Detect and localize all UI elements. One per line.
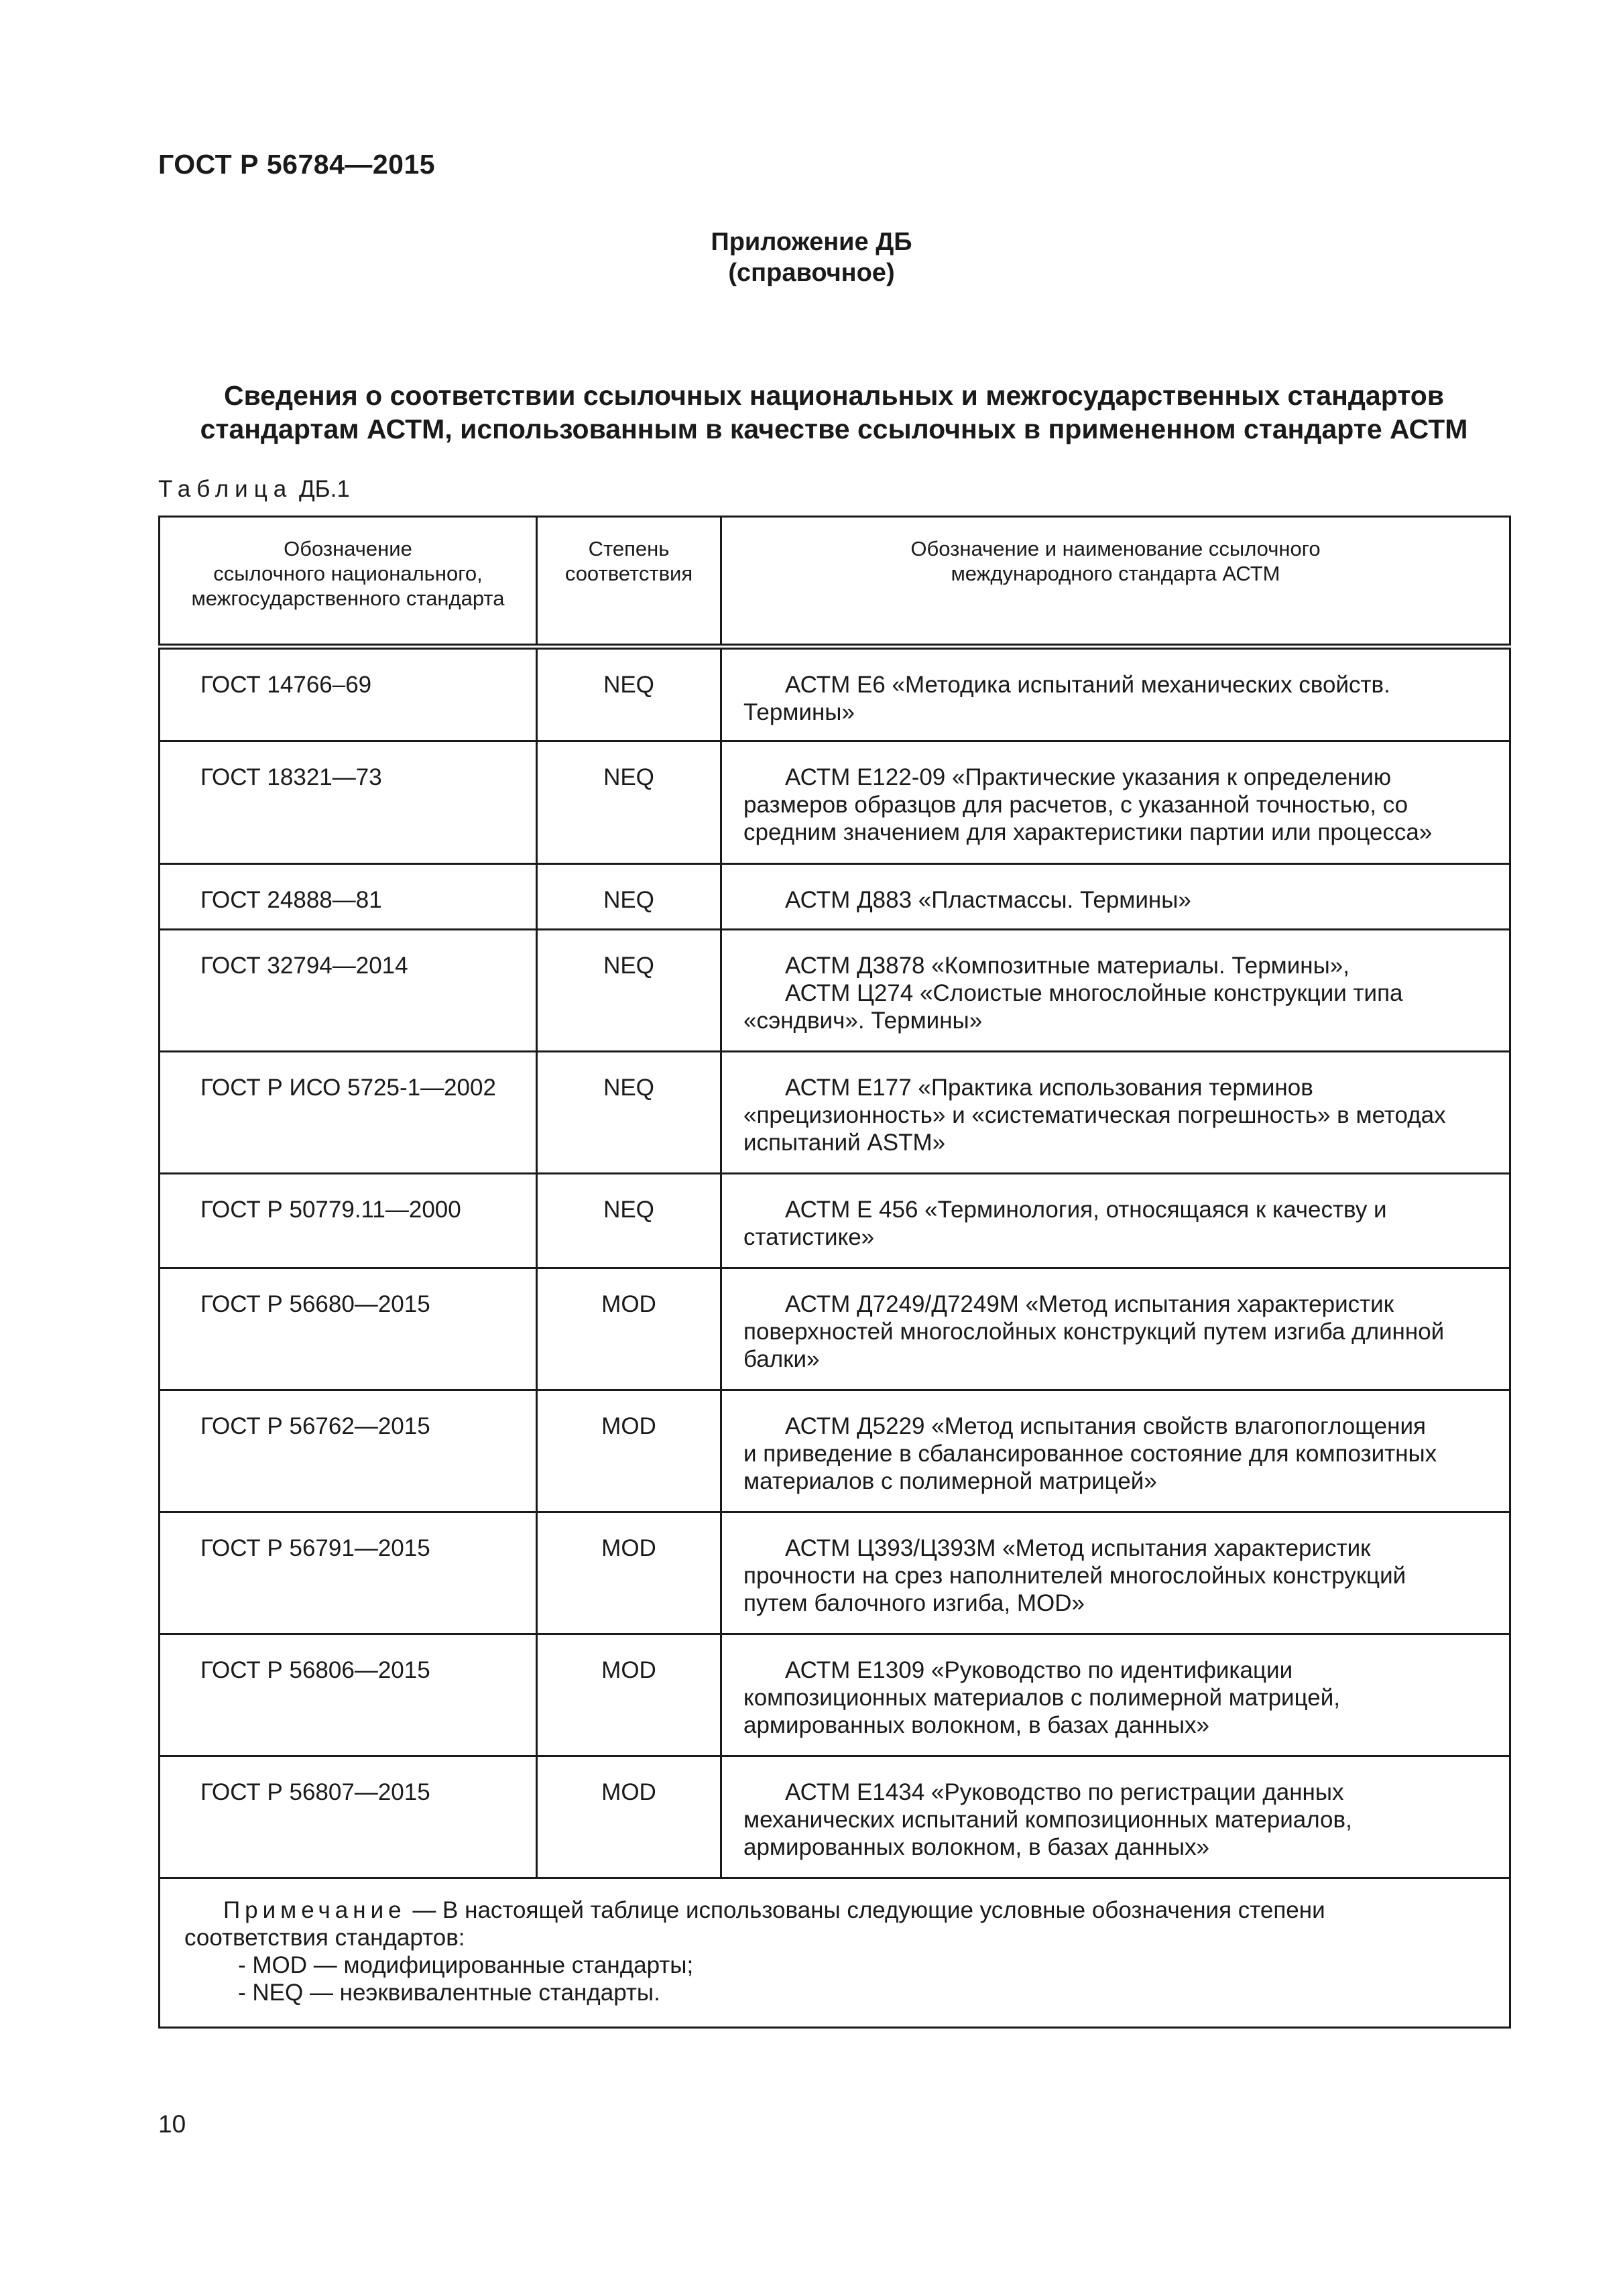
degree-cell: NEQ (537, 930, 721, 1052)
degree-cell: MOD (537, 1390, 721, 1512)
note-label: Примечание (223, 1897, 406, 1923)
table-caption (158, 476, 350, 503)
page-number: 10 (158, 2110, 186, 2138)
table-caption-number: ДБ.1 (298, 476, 350, 502)
degree-cell: NEQ (537, 1052, 721, 1174)
astm-cell: АСТМ Е1309 «Руководство по идентификации композиционных материалов с полимерной матрицей, армированных волокном, в базах данных» (721, 1634, 1510, 1756)
header-national-standard: Обозначение ссылочного национального, межгосударственного стандарта (160, 517, 537, 647)
document-title-line-2: стандартам АСТМ, использованным в качестве ссылочных в примененном стандарте АСТМ (200, 414, 1468, 444)
degree-cell: MOD (537, 1512, 721, 1634)
gost-cell: ГОСТ Р 56791—2015 (160, 1512, 537, 1634)
table-row (160, 1634, 1510, 1756)
header-international-standard: Обозначение и наименование ссылочного международного стандарта АСТМ (721, 517, 1510, 647)
document-title (158, 379, 1510, 446)
table-note (160, 1878, 1510, 2028)
table-row (160, 1512, 1510, 1634)
gost-cell: ГОСТ Р 56762—2015 (160, 1390, 537, 1512)
degree-cell: MOD (537, 1268, 721, 1390)
astm-cell: АСТМ Е6 «Методика испытаний механических свойств. Термины» (721, 647, 1510, 741)
gost-cell: ГОСТ Р ИСО 5725-1—2002 (160, 1052, 537, 1174)
table-row (160, 930, 1510, 1052)
gost-cell: ГОСТ Р 50779.11—2000 (160, 1174, 537, 1268)
astm-cell: АСТМ Д3878 «Композитные материалы. Термины», АСТМ Ц274 «Слоистые многослойные конструкции типа «сэндвич». Термины» (721, 930, 1510, 1052)
gost-cell: ГОСТ 14766–69 (160, 647, 537, 741)
appendix-kind: (справочное) (728, 259, 895, 287)
table-row (160, 1052, 1510, 1174)
note-item-neq: - NEQ — неэквивалентные стандарты. (238, 1980, 660, 2006)
standard-designation: ГОСТ Р 56784—2015 (158, 149, 436, 180)
degree-cell: NEQ (537, 1174, 721, 1268)
table-note-row (160, 1878, 1510, 2028)
degree-cell: NEQ (537, 864, 721, 930)
degree-cell: MOD (537, 1634, 721, 1756)
degree-cell: MOD (537, 1756, 721, 1878)
gost-cell: ГОСТ Р 56806—2015 (160, 1634, 537, 1756)
gost-cell: ГОСТ 32794—2014 (160, 930, 537, 1052)
note-text-1: — В настоящей таблице использованы следующие условные обозначения степени (406, 1897, 1325, 1923)
table-header-row (160, 517, 1510, 647)
appendix-title: Приложение ДБ (711, 228, 912, 256)
degree-cell: NEQ (537, 741, 721, 864)
header-degree: Степень соответствия (537, 517, 721, 647)
astm-cell: АСТМ Е 456 «Терминология, относящаяся к качеству и статистике» (721, 1174, 1510, 1268)
note-text-2: соответствия стандартов: (184, 1925, 465, 1951)
astm-cell: АСТМ Е1434 «Руководство по регистрации данных механических испытаний композиционных материалов, армированных волокном, в базах данных» (721, 1756, 1510, 1878)
note-item-mod: - MOD — модифицированные стандарты; (238, 1952, 694, 1978)
table-caption-word: Таблица (158, 476, 293, 502)
gost-cell: ГОСТ Р 56807—2015 (160, 1756, 537, 1878)
table-row (160, 647, 1510, 741)
table-row (160, 1390, 1510, 1512)
appendix-heading (0, 227, 1623, 288)
table-row (160, 1268, 1510, 1390)
table-row (160, 864, 1510, 930)
astm-cell: АСТМ Е177 «Практика использования терминов «прецизионность» и «систематическая погрешность» в методах испытаний ASTM» (721, 1052, 1510, 1174)
astm-cell: АСТМ Ц393/Ц393М «Метод испытания характеристик прочности на срез наполнителей многослойных конструкций путем балочного изгиба, MOD» (721, 1512, 1510, 1634)
degree-cell: NEQ (537, 647, 721, 741)
table-row (160, 741, 1510, 864)
astm-cell: АСТМ Д5229 «Метод испытания свойств влагопоглощения и приведение в сбалансированное состояние для композитных материалов с полимерной матрицей» (721, 1390, 1510, 1512)
astm-cell: АСТМ Д7249/Д7249М «Метод испытания характеристик поверхностей многослойных конструкций путем изгиба длинной балки» (721, 1268, 1510, 1390)
gost-cell: ГОСТ 24888—81 (160, 864, 537, 930)
astm-cell: АСТМ Е122-09 «Практические указания к определению размеров образцов для расчетов, с указанной точностью, со средним значением для характеристики партии или процесса» (721, 741, 1510, 864)
table-row (160, 1174, 1510, 1268)
gost-cell: ГОСТ 18321—73 (160, 741, 537, 864)
correspondence-table (158, 516, 1511, 2029)
document-title-line-1: Сведения о соответствии ссылочных национальных и межгосударственных стандартов (223, 380, 1445, 411)
astm-cell: АСТМ Д883 «Пластмассы. Термины» (721, 864, 1510, 930)
gost-cell: ГОСТ Р 56680—2015 (160, 1268, 537, 1390)
table-row (160, 1756, 1510, 1878)
